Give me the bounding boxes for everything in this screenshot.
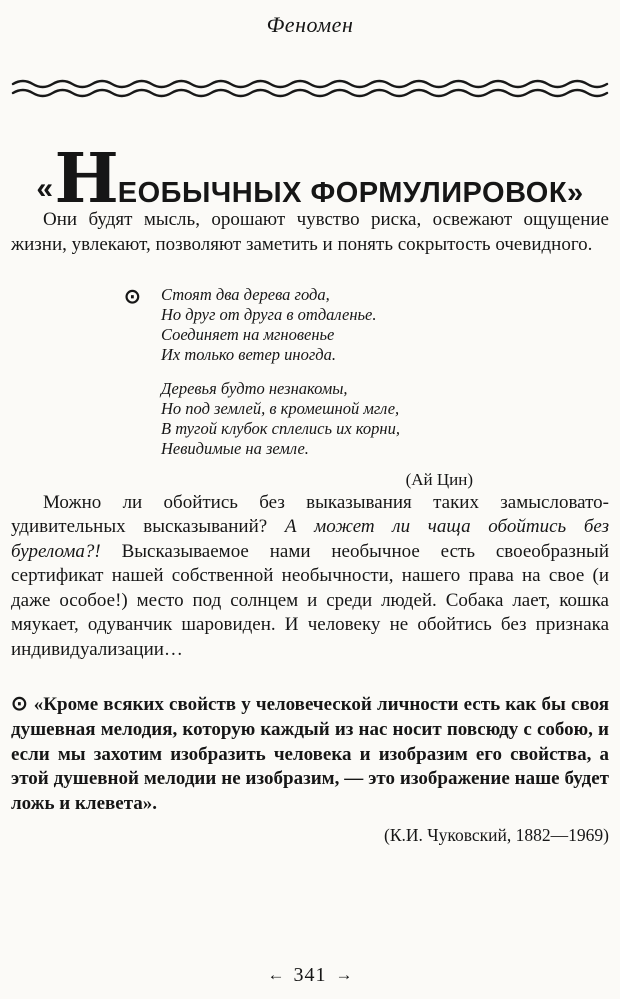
body-text-italic: А может ли чаща обойтись без бурелома?!: [11, 516, 609, 562]
intro-paragraph: Они будят мысль, орошают чувство риска, освежают ощущение жизни, увлекают, позволяют заметить и понять сокрытость очевидного.: [11, 209, 609, 255]
quote-paragraph: [11, 692, 609, 816]
poem-stanza: [161, 285, 473, 366]
poem-stanza: [161, 379, 473, 460]
poem-line: Их только ветер иногда.: [161, 345, 337, 365]
poem-line: Но друг от друга в отдаленье.: [161, 305, 377, 325]
poem-attribution: (Ай Цин): [405, 470, 473, 489]
title-drop-cap-letter: Н: [54, 139, 118, 219]
circled-dot-bullet-icon: ⊙: [124, 286, 141, 308]
left-arrow-icon: ←: [267, 965, 285, 984]
quote-block: [11, 692, 609, 846]
poem-line: Деревья будто незнакомы,: [161, 378, 348, 398]
poem-line: Но под землей, в кромешной мгле,: [161, 398, 400, 418]
quote-text: «Кроме всяких свойств у человеческой личности есть как бы своя душевная мелодия, которую каждый из нас носит повсюду с собою, и если мы захотим изобразить человека и изобразим его свойства, а этой душевной мелодии не изобразим, — это изображение наше будет ложь и клевета».: [11, 694, 609, 814]
poem-line: В тугой клубок сплелись их корни,: [161, 418, 400, 438]
body-paragraph: [11, 491, 609, 663]
chapter-title: [11, 139, 609, 219]
page-number: 341: [293, 964, 327, 986]
body-text: Можно ли обойтись без выказывания таких замысловато-удивительных высказываний?: [11, 491, 609, 538]
running-header: Феномен: [266, 12, 354, 37]
poem-line: Соединяет на мгновенье: [161, 325, 335, 345]
title-open-quote: «: [36, 172, 54, 205]
poem-line: Невидимые на земле.: [161, 438, 309, 458]
circled-dot-bullet-icon: ⊙: [11, 693, 28, 716]
title-text: ЕОБЫЧНЫХ ФОРМУЛИРОВОК»: [117, 177, 584, 209]
body-text: Высказываемое нами необычное есть своеобразный сертификат нашей собственной необычности, нашего права на свое (и даже особое!) место под солнцем и среди людей. Собака лает, кошка мяукает, одуванчик шаровиден. И человеку не обойтись без признака индивидуализации…: [11, 540, 609, 660]
wavy-divider-rule: [11, 76, 609, 100]
poem-block: [124, 285, 473, 491]
right-arrow-icon: →: [335, 965, 353, 984]
page-footer: [11, 964, 609, 991]
poem-line: Стоят два дерева года,: [161, 285, 330, 304]
quote-attribution: (К.И. Чуковский, 1882—1969): [384, 825, 609, 846]
